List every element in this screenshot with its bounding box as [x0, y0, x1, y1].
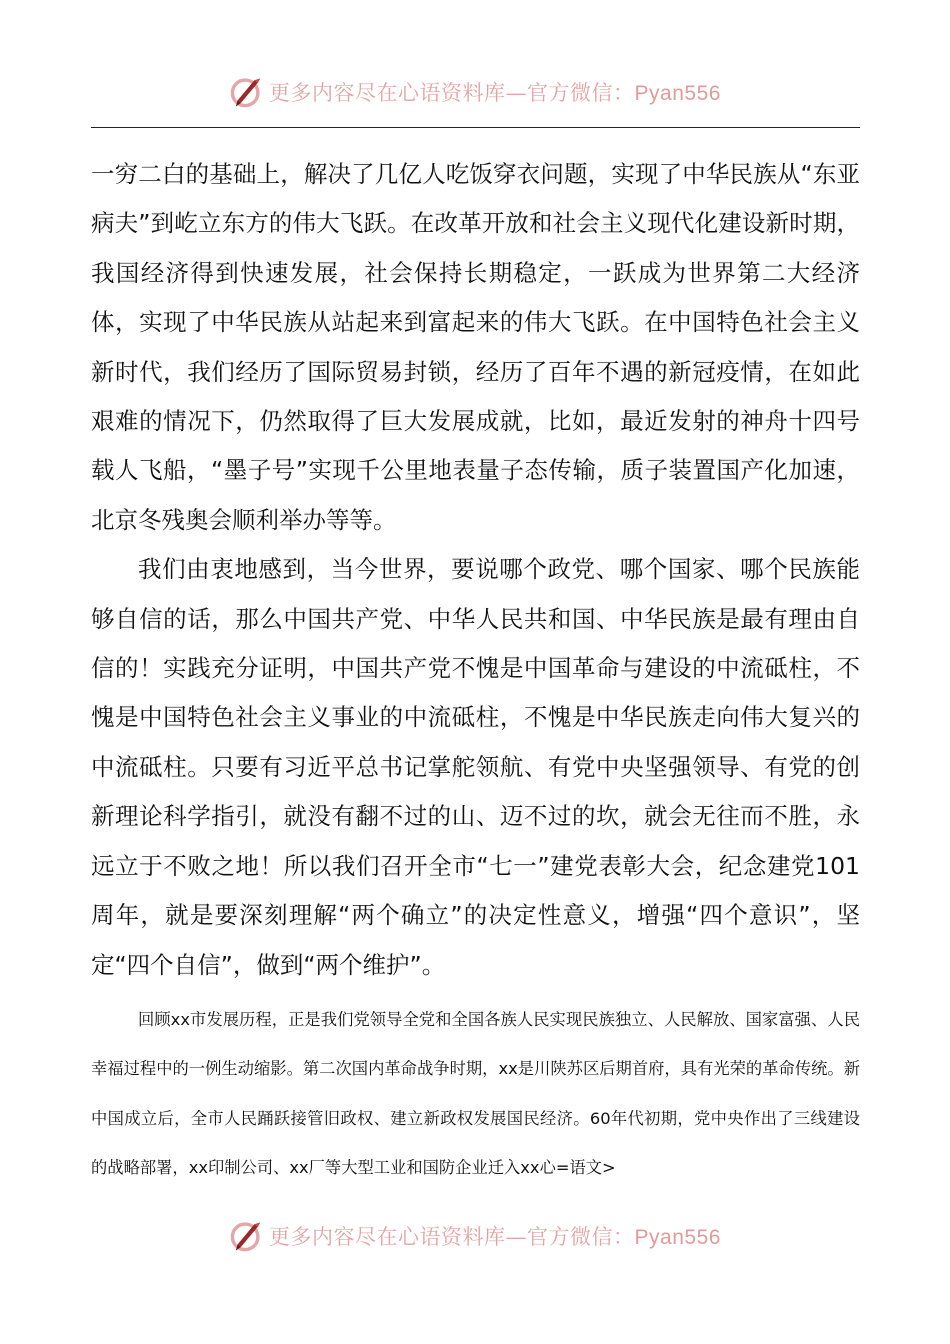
footer-watermark-label: 更多内容尽在心语资料库—官方微信： [269, 1225, 635, 1249]
document-body [91, 150, 860, 990]
body-paragraph-1: 一穷二白的基础上，解决了几亿人吃饭穿衣问题，实现了中华民族从“东亚病夫”到屹立东方的伟大飞跃。在改革开放和社会主义现代化建设新时期，我国经济得到快速发展，社会保持长期稳定，一跃成为世界第二大经济体，实现了中华民族从站起来到富起来的伟大飞跃。在中国特色社会主义新时代，我们经历了国际贸易封锁，经历了百年不遇的新冠疫情，在如此艰难的情况下，仍然取得了巨大发展成就，比如，最近发射的神舟十四号载人飞船，“墨子号”实现千公里地表量子态传输，质子装置国产化加速，北京冬残奥会顺利举办等等。 [91, 160, 860, 534]
body-paragraph-small: 回顾xx市发展历程，正是我们党领导全党和全国各族人民实现民族独立、人民解放、国家富强、人民幸福过程中的一例生动缩影。第二次国内革命战争时期，xx是川陕苏区后期首府，具有光荣的革命传统。新中国成立后，全市人民踊跃接管旧政权、建立新政权发展国民经济。60年代初期，党中央作出了三线建设的战略部署，xx印制公司、xx厂等大型工业和国防企业迁入xx心=语文> [91, 1010, 860, 1178]
page-footer-watermark [0, 1216, 950, 1256]
header-watermark-label: 更多内容尽在心语资料库—官方微信： [269, 81, 635, 105]
footer-watermark-brand: Pyan556 [634, 1226, 721, 1249]
page-header-watermark [0, 72, 950, 112]
document-body-small [91, 995, 860, 1193]
fountain-pen-logo-icon [229, 1219, 263, 1253]
header-watermark-text [269, 77, 721, 107]
header-divider [91, 127, 860, 128]
header-watermark-brand: Pyan556 [634, 82, 721, 105]
footer-watermark-text [269, 1221, 721, 1251]
fountain-pen-logo-icon [229, 75, 263, 109]
body-paragraph-2: 我们由衷地感到，当今世界，要说哪个政党、哪个国家、哪个民族能够自信的话，那么中国共产党、中华人民共和国、中华民族是最有理由自信的！实践充分证明，中国共产党不愧是中国革命与建设的中流砥柱，不愧是中国特色社会主义事业的中流砥柱，不愧是中华民族走向伟大复兴的中流砥柱。只要有习近平总书记掌舵领航、有党中央坚强领导、有党的创新理论科学指引，就没有翻不过的山、迈不过的坎，就会无往而不胜，永远立于不败之地！所以我们召开全市“七一”建党表彰大会，纪念建党101周年，就是要深刻理解“两个确立”的决定性意义，增强“四个意识”，坚定“四个自信”，做到“两个维护”。 [91, 555, 860, 979]
